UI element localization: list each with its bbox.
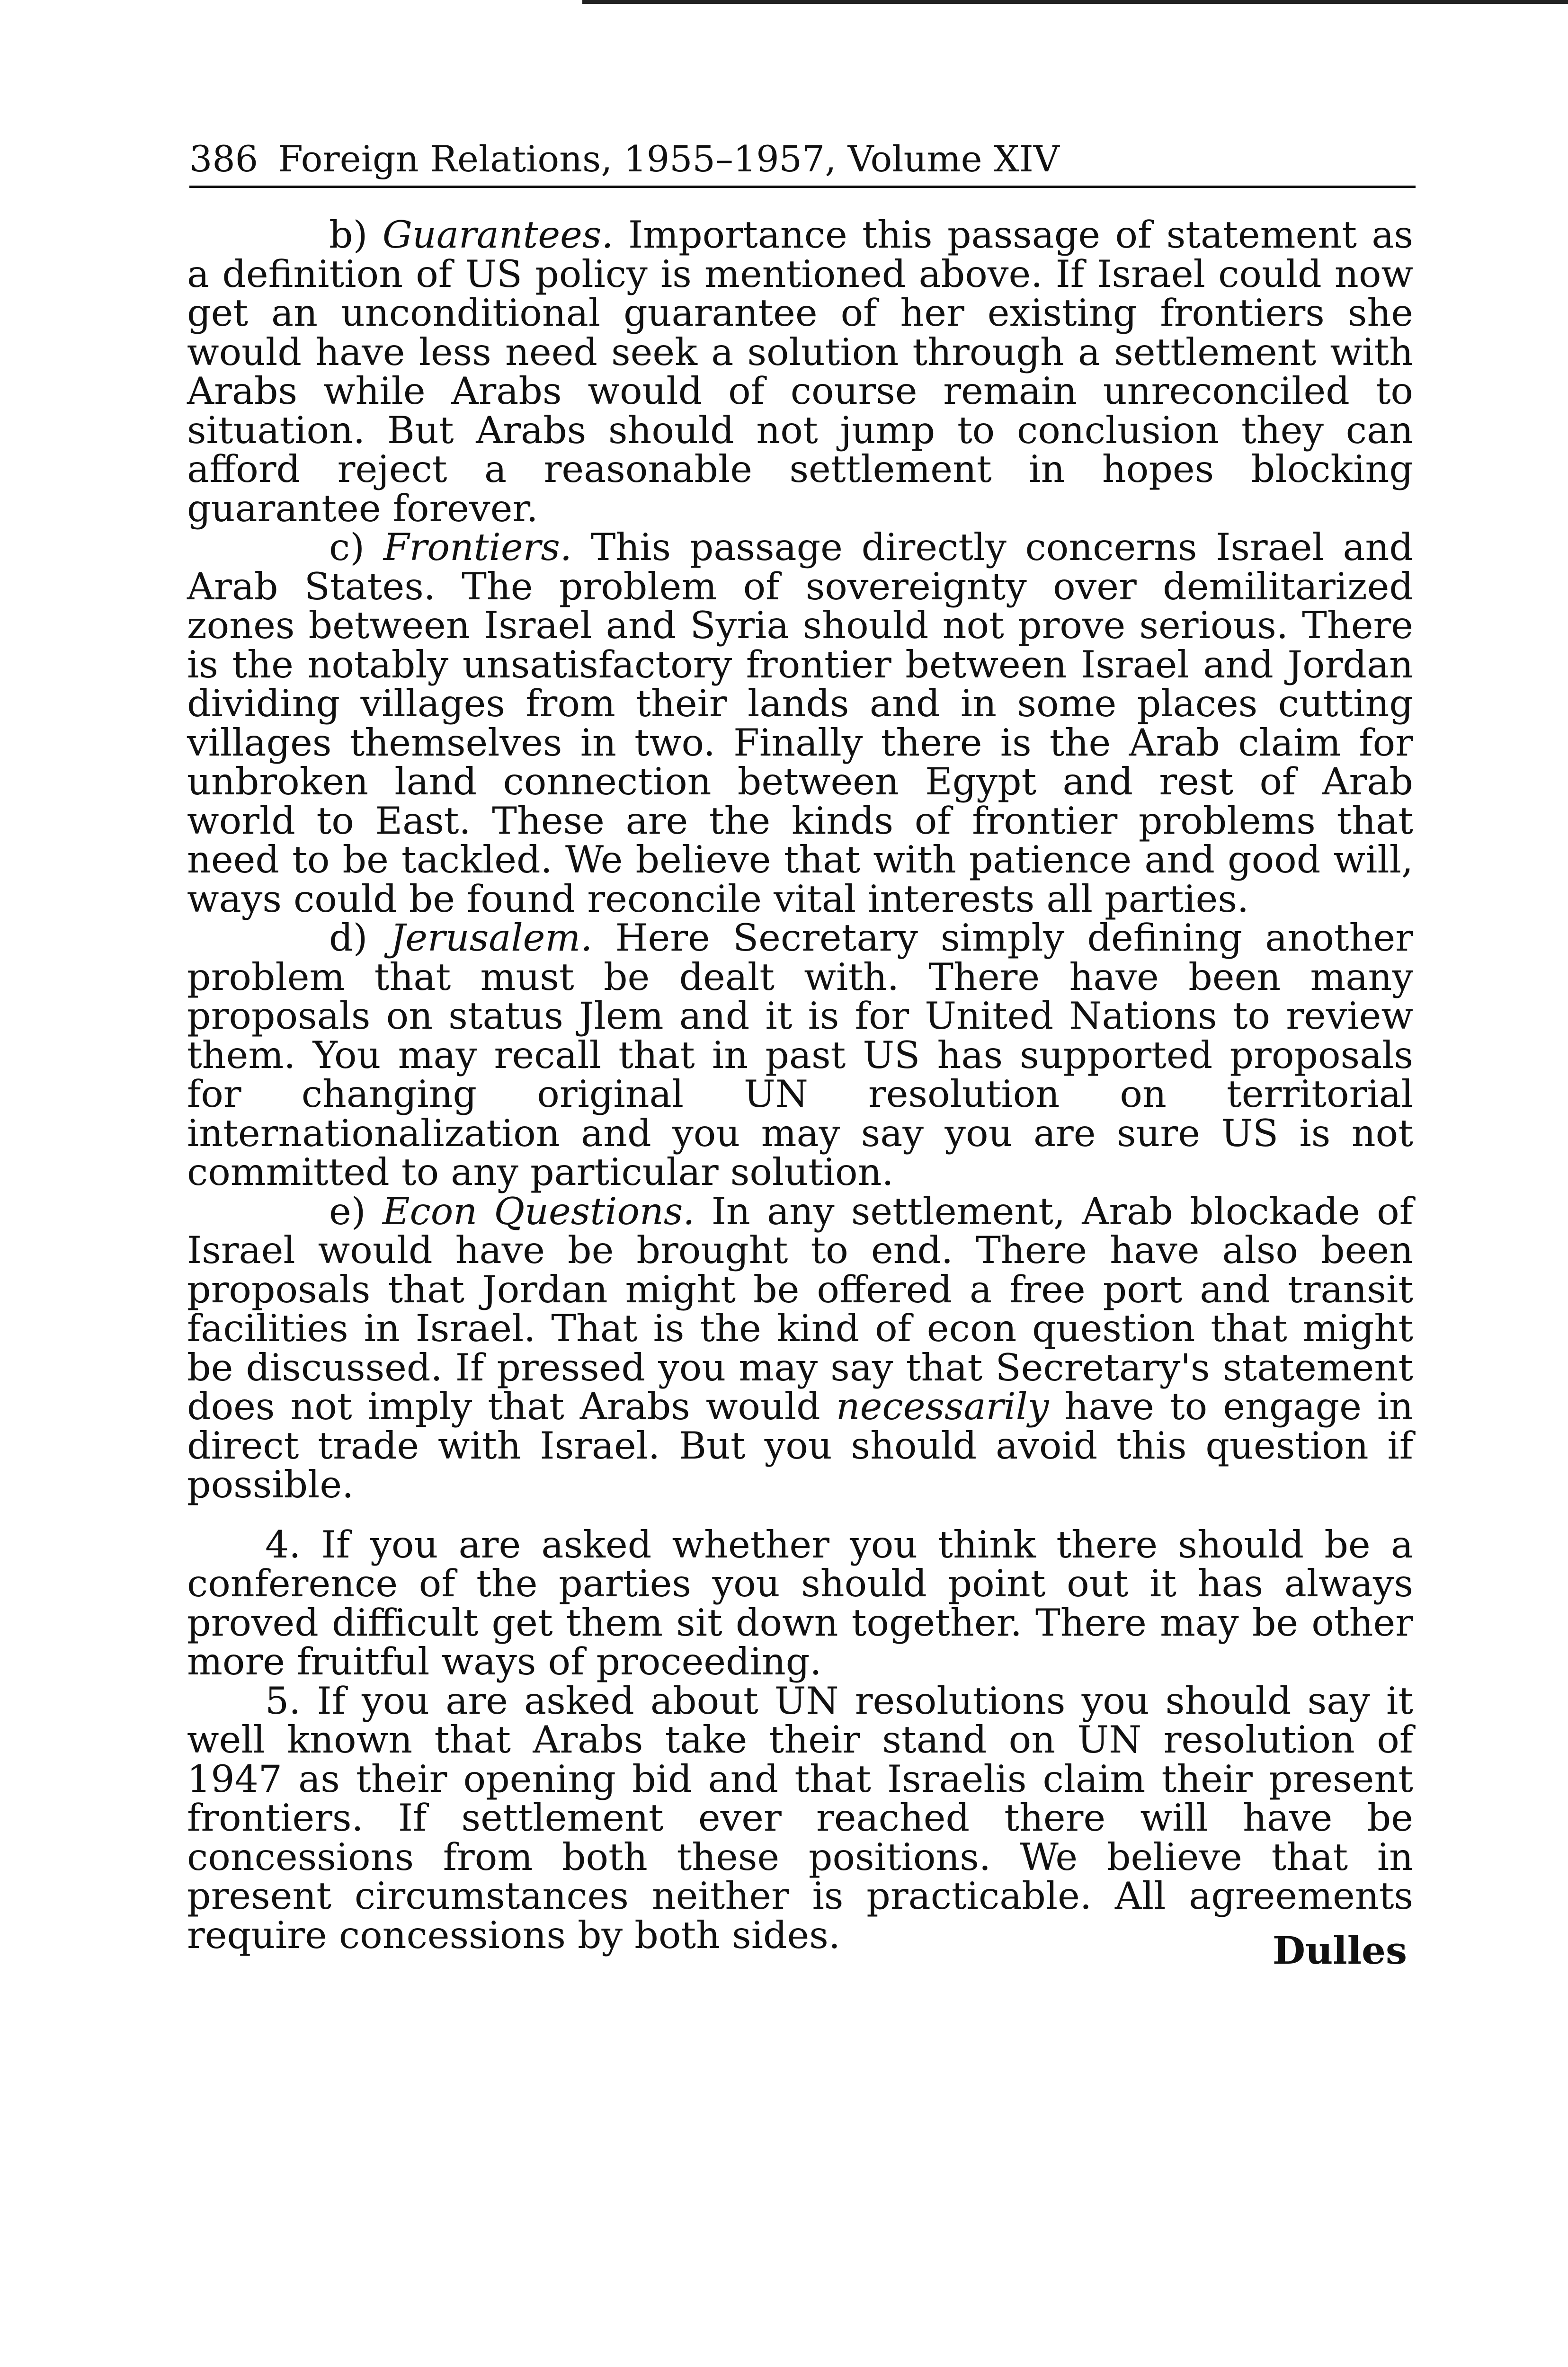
item-term: Econ Questions. bbox=[382, 1189, 695, 1233]
paragraph-econ-questions bbox=[187, 1189, 1413, 1506]
item-text: This passage directly concerns Israel and Arab States. The problem of sovereignty over demilitarized zones between Israel and Syria should not prove serious. There is the notably unsatisfactory frontier between Israel and Jordan dividing villages from their lands and in some places cutting villages themselves in two. Finally there is the Arab claim for unbroken land connection between Egypt and rest of Arab world to East. These are the kinds of frontier problems that need to be tackled. We believe that with patience and good will, ways could be found reconcile vital interests all parties. bbox=[187, 525, 1413, 921]
item-label: d) bbox=[329, 916, 368, 960]
top-edge-rule bbox=[582, 0, 1568, 4]
paragraph-5-un-resolutions bbox=[187, 1679, 1413, 1957]
item-text: Importance this passage of statement as a definition of US policy is mentioned above. If Israel could now get an unconditional guarantee of her existing frontiers she would have less need seek a solution through a settlement with Arabs while Arabs would of course remain unreconciled to situation. But Arabs should not jump to conclusion they can afford reject a reasonable settlement in hopes blocking guarantee forever. bbox=[187, 213, 1413, 530]
paragraph-4-conference bbox=[187, 1522, 1413, 1683]
signature: Dulles bbox=[1272, 1928, 1407, 1973]
item-label: b) bbox=[329, 213, 368, 257]
running-head bbox=[189, 133, 1416, 188]
item-term: Frontiers. bbox=[383, 525, 572, 569]
paragraph-jerusalem bbox=[187, 918, 1413, 1192]
item-text: If you are asked whether you think there should be a conference of the parties you should point out it has always proved difficult get them sit down together. There may be other more fruitful ways of proceeding. bbox=[187, 1522, 1413, 1683]
running-title: Foreign Relations, 1955–1957, Volume XIV bbox=[278, 138, 1060, 180]
item-text: Here Secretary simply defining another problem that must be dealt with. There have been many proposals on status Jlem and it is for United Nations to review them. You may recall that in past US has supported proposals for changing original UN resolution on territorial internationalization and you may say you are sure US is not committed to any particular solution. bbox=[187, 916, 1413, 1194]
page-number: 386 bbox=[189, 138, 258, 180]
paragraph-frontiers bbox=[187, 525, 1413, 921]
item-term: Guarantees. bbox=[382, 213, 614, 257]
item-text: If you are asked about UN resolutions you should say it well known that Arabs take their stand on UN resolution of 1947 as their opening bid and that Israelis claim their present frontiers. If settlement ever reached there will have be concessions from both these positions. We believe that in present circumstances neither is practicable. All agreements require concessions by both sides. bbox=[187, 1679, 1413, 1957]
paragraph-guarantees bbox=[187, 215, 1413, 528]
item-text-before: In any settlement, Arab blockade of Israel would have be brought to end. There have also been proposals that Jordan might be offered a free port and transit facilities in Israel. That is the kind of econ question that might be discussed. If pressed you may say that Secretary's statement does not imply that Arabs would bbox=[187, 1189, 1413, 1428]
item-text-after: have to engage in direct trade with Israel. But you should avoid this question if possible. bbox=[187, 1385, 1413, 1506]
document-body bbox=[187, 215, 1413, 1955]
item-emphasis: necessarily bbox=[836, 1385, 1049, 1428]
item-term: Jerusalem. bbox=[390, 916, 593, 960]
item-label: 4. bbox=[265, 1522, 301, 1566]
item-label: c) bbox=[329, 525, 365, 569]
item-label: 5. bbox=[265, 1679, 301, 1723]
item-label: e) bbox=[329, 1189, 366, 1233]
